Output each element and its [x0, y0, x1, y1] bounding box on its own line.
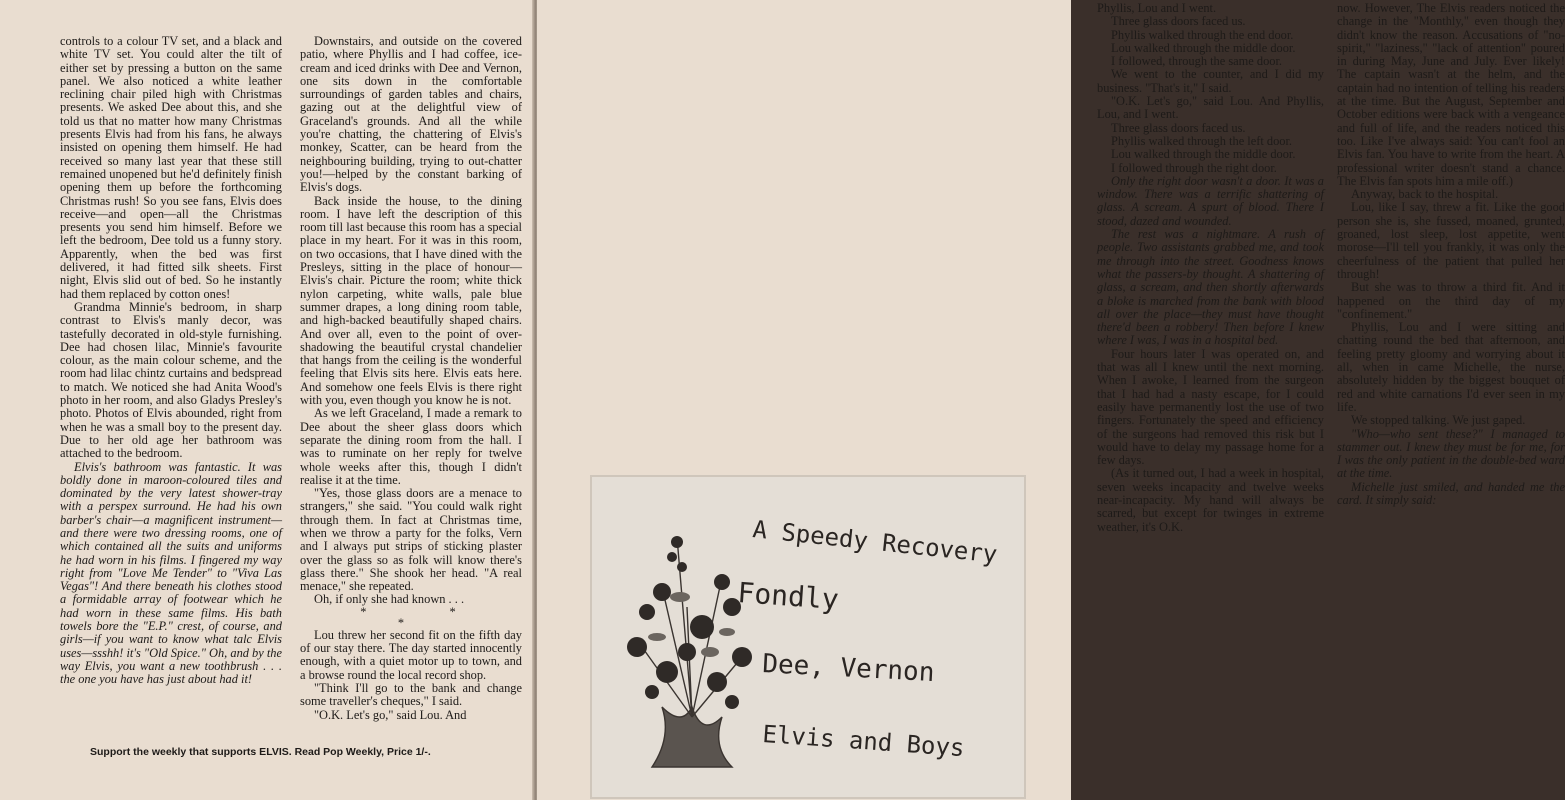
right-column-1	[1097, 2, 1324, 534]
paragraph: Phyllis, Lou and I went.	[1097, 1, 1217, 15]
card-line-4: Elvis and Boys	[761, 720, 966, 763]
footer-advert: Support the weekly that supports ELVIS. Read Pop Weekly, Price 1/-.	[90, 746, 431, 758]
paragraph: Anyway, back to the hospital.	[1351, 187, 1499, 202]
paragraph: Lou walked through the middle door.	[1111, 147, 1296, 162]
paragraph: Grandma Minnie's bedroom, in sharp contrast to Elvis's manly decor, was tastefully decorated in old-style furnishing. Dee had chosen lilac, Minnie's favourite colour, as the main colour scheme, and the room had lilac chintz curtains and bedspread to match. We noticed she had Anita Wood's photo in her room, and also Gladys Presley's photo. Photos of Elvis abounded, right from when he was a small boy to the present day. Due to her old age her bathroom was attached to the bedroom.	[60, 299, 282, 461]
paragraph: Phyllis walked through the left door.	[1111, 133, 1293, 148]
paragraph: "Yes, those glass doors are a menace to strangers," she said. "You could walk right through them. In fact at Christmas time, when we throw a party for the folks, Vern and I always put strips of sticking plaster over the glass so as folk will know there's glass there." She shook her head. "A real menace," she repeated.	[300, 486, 522, 594]
paragraph: controls to a colour TV set, and a black and white TV set. You could alter the tilt of either set by pressing a button on the same panel. We also noticed a white leather reclining chair piled high with Christmas presents. We asked Dee about this, and she told us that no matter how many Christmas presents Elvis had from his fans, he always insisted on opening them himself. He had received so many last year that these still remained unopened but he'd definitely finish opening them up before the forthcoming Christmas rush! So you see fans, Elvis does receive—and open—all the Christmas presents you send him himself. Before we left the bedroom, Dee told us a funny story. Apparently, when the bed was first delivered, it had fitted silk sheets. First night, Elvis slid out of bed. So he instantly had them replaced by cotton ones!	[60, 34, 282, 301]
left-column-2	[300, 35, 522, 722]
paragraph: "Who—who sent these?" I managed to stammer out. I knew they must be for me, for I was the only patient in the double-bed ward at the time.	[1337, 426, 1565, 481]
right-column-2	[1337, 2, 1565, 507]
paragraph: now. However, The Elvis readers noticed the change in the "Monthly," even though they didn't know the reason. Accusations of "no-spirit," "laziness," "lack of attention" poured in during May, June and July. Ever likely! The captain wasn't at the helm, and the captain had no intention of telling his readers at the time. But the August, September and October editions were back with a vengeance and full of life, and the readers noticed this too. Like I've always said: You can't fool an Elvis fan. You have to write from the heart. A professional writer doesn't stand a chance. The Elvis fan spots him a mile off.)	[1337, 1, 1565, 188]
paragraph: Only the right door wasn't a door. It was a window. There was a terrific shattering of glass. A scream. A spurt of blood. There I stood, dazed and wounded.	[1097, 173, 1324, 228]
card-line-1: A Speedy Recovery	[751, 515, 999, 569]
left-page	[0, 0, 534, 800]
paragraph: Four hours later I was operated on, and that was all I knew until the next morning. When I awoke, I learned from the surgeon that I had had a nasty escape, for I could easily have permanently lost the use of two fingers. Fortunately the speed and efficiency of the surgeons had removed this risk but I would have to delay my passage home for a few days.	[1097, 346, 1324, 468]
card-line-2: Fondly	[736, 576, 840, 617]
paragraph: Three glass doors faced us.	[1111, 120, 1246, 135]
paragraph: But she was to throw a third fit. And it happened on the third day of my "confinement."	[1337, 280, 1565, 321]
paragraph: (As it turned out, I had a week in hospital, seven weeks incapacity and twelve weeks near-incapacity. My hand will always be scarred, but except for twinges in extreme weather, it's O.K.	[1097, 466, 1324, 534]
paragraph: Lou, like I say, threw a fit. Like the good person she is, she fussed, moaned, grunted, groaned, lost sleep, lost appetite, went morose—I'll tell you frankly, it was only the cheerfulness of the patient that pulled her through!	[1337, 200, 1565, 281]
greeting-card-image	[590, 475, 1026, 799]
paragraph: Three glass doors faced us.	[1111, 14, 1246, 29]
paragraph: Oh, if only she had known . . .	[314, 592, 465, 607]
left-column-1	[60, 35, 282, 687]
paragraph: Downstairs, and outside on the covered patio, where Phyllis and I had coffee, ice-cream and iced drinks with Dee and Vernon, one sits down in the comfortable surroundings of garden tables and chairs, gazing out at the delightful view of Graceland's grounds. And all the while you're chatting, the chattering of Elvis's monkey, Scatter, can be heard from the neighbouring building, trying to out-chatter you!—helped by the constant barking of Elvis's dogs.	[300, 34, 522, 195]
paragraph: We went to the counter, and I did my business. "That's it," I said.	[1097, 67, 1324, 95]
paragraph: Back inside the house, to the dining room. I have left the description of this room till last because this room has a special place in my heart. For it was in this room, on two occasions, that I have dined with the Presleys, sitting in the place of honour—Elvis's chair. Picture the room; white thick nylon carpeting, white walls, pale blue summer drapes, a long dining room table, and high-backed beautifully shaped chairs. And over all, even to the point of over-shadowing the beautiful crystal chandelier that hangs from the ceiling is the wonderful feeling that Elvis sits here. Elvis eats here. And somehow one feels Elvis is there right with you, even though you know he is not.	[300, 193, 522, 408]
paragraph: Lou walked through the middle door.	[1111, 40, 1296, 55]
paragraph: "O.K. Let's go," said Lou. And	[314, 707, 467, 722]
paragraph: Lou threw her second fit on the fifth day of our stay there. The day started innocently enough, with a quiet motor up to town, and a browse round the local record shop.	[300, 627, 522, 682]
paragraph: Michelle just smiled, and handed me the card. It simply said:	[1337, 479, 1565, 507]
section-break-stars: * * *	[360, 604, 496, 630]
paragraph: "O.K. Let's go," said Lou. And Phyllis, Lou, and I went.	[1097, 94, 1324, 122]
paragraph: As we left Graceland, I made a remark to Dee about the sheer glass doors which separate the dining room from the hall. I was to ruminate on her reply for twelve whole weeks after this, though I didn't realise it at the time.	[300, 406, 522, 487]
paragraph: "Think I'll go to the bank and change some traveller's cheques," I said.	[300, 680, 522, 709]
paragraph: I followed, through the same door.	[1111, 54, 1283, 69]
paragraph: Phyllis walked through the end door.	[1111, 27, 1294, 42]
paragraph: Phyllis, Lou and I were sitting and chatting round the bed that afternoon, and feeling pretty gloomy and worrying about it all, when in came Michelle, the nurse, absolutely hidden by the biggest bouquet of red and white carnations I'd ever seen in my life.	[1337, 320, 1565, 414]
card-line-3: Dee, Vernon	[761, 649, 936, 689]
paragraph: Elvis's bathroom was fantastic. It was boldly done in maroon-coloured tiles and dominated by the very latest shower-tray with a perspex surround. He had his own barber's chair—a magnificent instrument—and there were two dressing rooms, one of which contained all the suits and uniforms he had worn in his films. I fingered my way right from "Love Me Tender" to "Viva Las Vegas"! And there beneath his clothes stood a formidable array of footwear which he had worn in these same films. His bath towels bore the "E.P." crest, of course, and girls—if you want to know what talc Elvis uses—ssshh! it's "Old Spice." Oh, and by the way Elvis, you want a new toothbrush . . . the one you have has just about had it!	[60, 459, 282, 687]
paragraph: We stopped talking. We just gaped.	[1351, 413, 1526, 428]
paragraph: I followed through the right door.	[1111, 160, 1277, 175]
paragraph: The rest was a nightmare. A rush of people. Two assistants grabbed me, and took me through into the street. Goodness knows what the passers-by thought. A shattering of glass, a scream, and then shortly afterwards a bloke is marched from the bank with blood all over the place—they must have thought there'd been a robbery! Then before I knew where I was, I was in a hospital bed.	[1097, 227, 1324, 348]
